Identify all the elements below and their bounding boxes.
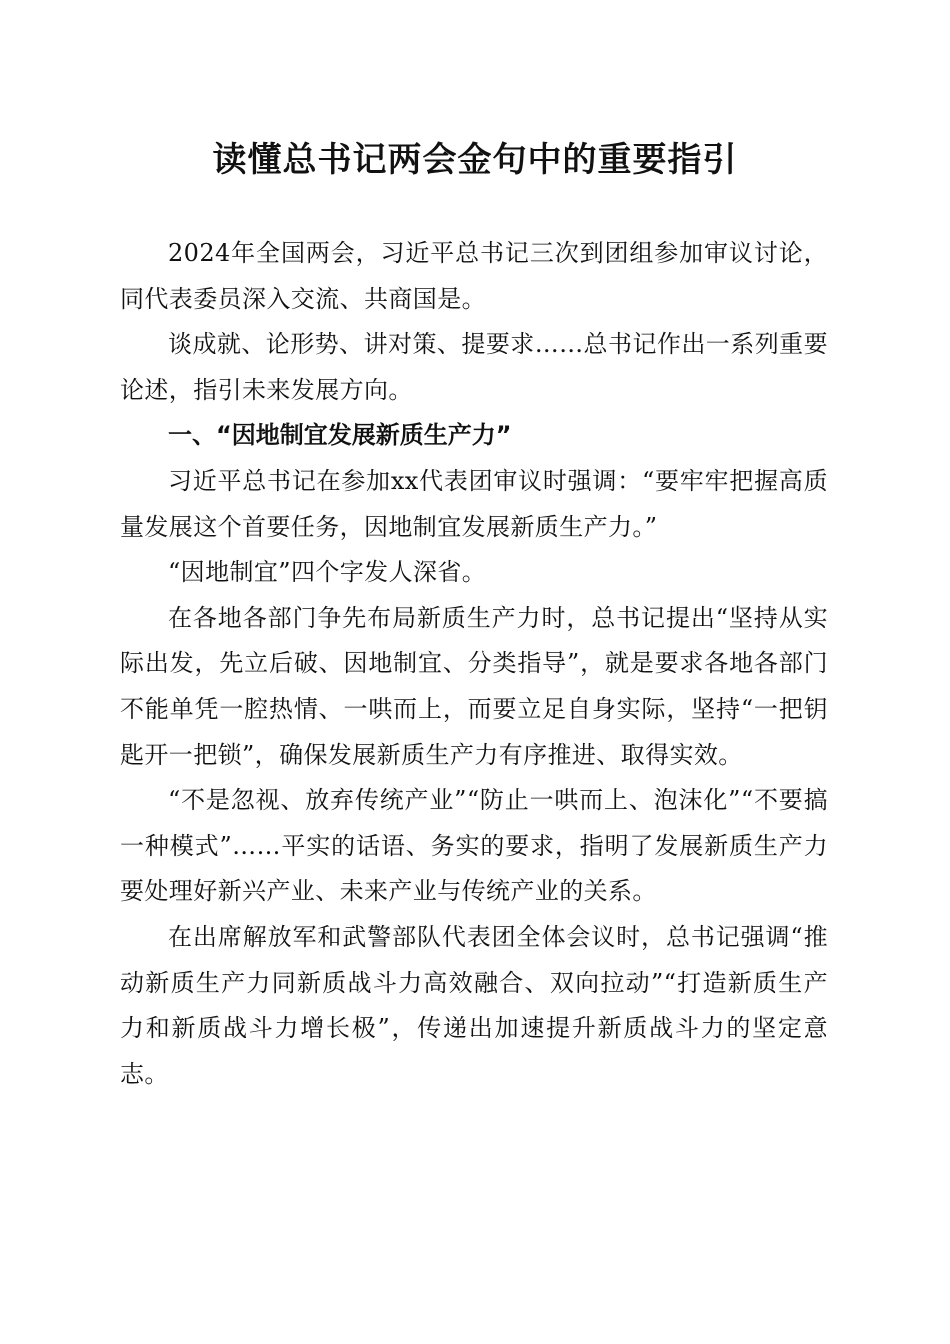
paragraph-overview: 谈成就、论形势、讲对策、提要求……总书记作出一系列重要论述，指引未来发展方向。 — [120, 330, 828, 404]
paragraph-intro: 2024年全国两会，习近平总书记三次到团组参加审议讨论，同代表委员深入交流、共商国是。 — [120, 239, 828, 313]
paragraph-deployment: 在各地各部门争先布局新质生产力时，总书记提出“坚持从实际出发，先立后破、因地制宜、分类指导”，就是要求各地各部门不能单凭一腔热情、一哄而上，而要立足自身实际，坚持“一把钥匙开一把锁”，确保发展新质生产力有序推进、取得实效。 — [120, 603, 828, 769]
paragraph-military: 在出席解放军和武警部队代表团全体会议时，总书记强调“推动新质生产力同新质战斗力高效融合、双向拉动”“打造新质生产力和新质战斗力增长极”，传递出加速提升新质战斗力的坚定意志。 — [120, 922, 828, 1088]
paragraph-short: “因地制宜”四个字发人深省。 — [168, 558, 487, 587]
document-body — [120, 231, 828, 1097]
section-heading-1: 一、“因地制宜发展新质生产力” — [168, 421, 512, 450]
paragraph-quote: 习近平总书记在参加xx代表团审议时强调：“要牢牢把握高质量发展这个首要任务，因地制宜发展新质生产力。” — [120, 466, 828, 541]
document-title: 读懂总书记两会金句中的重要指引 — [212, 140, 738, 180]
paragraph-traditional-industry: “不是忽视、放弃传统产业”“防止一哄而上、泡沫化”“不要搞一种模式”……平实的话语、务实的要求，指明了发展新质生产力要处理好新兴产业、未来产业与传统产业的关系。 — [120, 786, 828, 906]
